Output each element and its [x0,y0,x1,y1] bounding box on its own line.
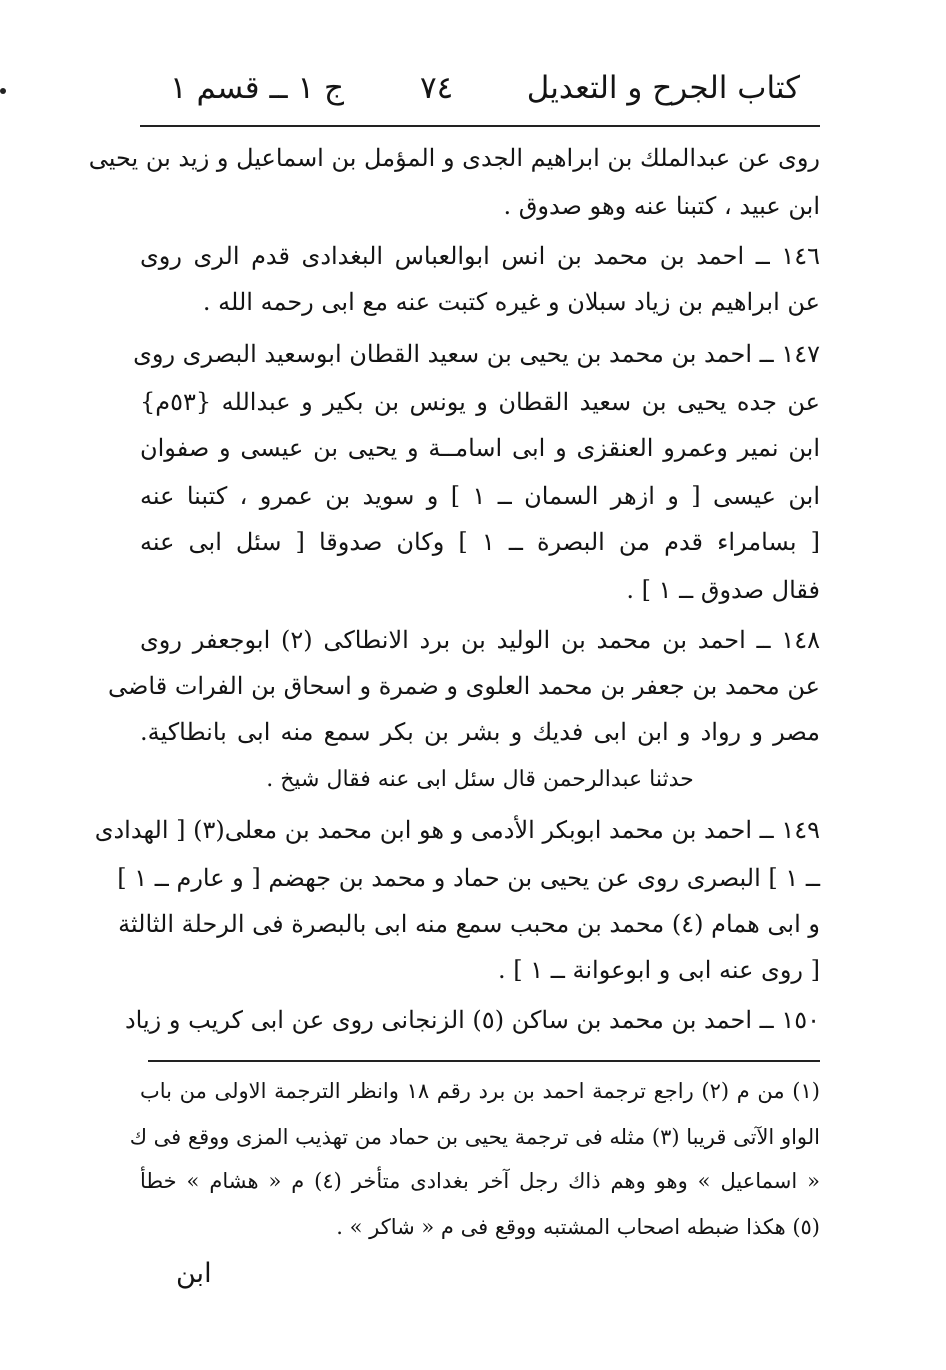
volume-section: ج ١ ــ قسم ١ [170,70,345,106]
catchword: ابن [176,1258,212,1289]
text-line: عن محمد بن جعفر بن محمد العلوى و ضمرة و اسحاق بن الفرات قاضى [108,672,820,700]
header-rule [140,125,820,127]
footnote-line: الواو الآتى قريبا (٣) مثله فى ترجمة يحيى بن حماد من تهذيب المزى ووقع فى ك [129,1125,820,1149]
footnote-line: (١) من م (٢) راجع ترجمة احمد بن برد رقم ١٨ وانظر الترجمة الاولى من باب [140,1079,820,1103]
text-line: ــ ١ ] البصرى روى عن يحيى بن حماد و محمد بن جهضم [ و عارم ــ ١ ] [117,864,820,892]
entry-146-line: ١٤٦ ــ احمد بن محمد بن انس ابوالعباس البغدادى قدم الرى روى [140,242,820,270]
text-line: ابن عيسى [ و ازهر السمان ــ ١ ] و سويد بن عمرو ، كتبنا عنه [140,482,820,510]
text-line: ابن نمير وعمرو العنقزى و ابى اسامــة و يحيى بن عيسى و صفوان [140,434,820,462]
entry-150-line: ١٥٠ ــ احمد بن محمد بن ساكن (٥) الزنجانى روى عن ابى كريب و زياد [124,1006,820,1034]
book-title: كتاب الجرح و التعديل [526,70,800,106]
text-line: مصر و رواد و ابن ابى فديك و بشر بن بكر سمع منه ابى بانطاكية. [140,718,820,746]
text-line: روى عن عبدالملك بن ابراهيم الجدى و المؤمل بن اسماعيل و زيد بن يحيى [88,144,820,172]
text-line: عن جده يحيى بن سعيد القطان و يونس بن بكير و عبدالله {٥٣م} [140,388,820,416]
footnote-rule [148,1060,820,1062]
footnote-line: « اسماعيل » وهو وهم ذاك رجل آخر بغدادى متأخر (٤) م « هشام » خطأ [140,1169,820,1193]
text-line: و ابى همام (٤) محمد بن محبب سمع منه ابى بالبصرة فى الرحلة الثالثة [118,910,820,938]
page-number: ٧٤ [420,70,454,106]
text-line: فقال صدوق ــ ١ ] . [626,576,820,604]
text-line-centered: حدثنا عبدالرحمن قال سئل ابى عنه فقال شيخ . [266,767,694,792]
text-line: [ روى عنه ابى و ابوعوانة ــ ١ ] . [498,956,820,984]
entry-149-line: ١٤٩ ــ احمد بن محمد ابوبكر الأدمى و هو ابن محمد بن معلى(٣) [ الهدادى [94,816,820,844]
scan-edge-mark [0,88,6,94]
text-line: [ بسامراء قدم من البصرة ــ ١ ] وكان صدوقا [ سئل ابى عنه [140,528,820,556]
entry-147-line: ١٤٧ ــ احمد بن محمد بن يحيى بن سعيد القطان ابوسعيد البصرى روى [133,340,820,368]
page-header [150,62,800,122]
footnote-line: (٥) هكذا ضبطه اصحاب المشتبه ووقع فى م « شاكر » . [336,1215,820,1239]
text-line: ابن عبيد ، كتبنا عنه وهو صدوق . [503,192,820,220]
entry-148-line: ١٤٨ ــ احمد بن محمد بن الوليد بن برد الانطاكى (٢) ابوجعفر روى [140,626,820,654]
text-line: عن ابراهيم بن زياد سبلان و غيره كتبت عنه مع ابى رحمه الله . [202,288,820,316]
